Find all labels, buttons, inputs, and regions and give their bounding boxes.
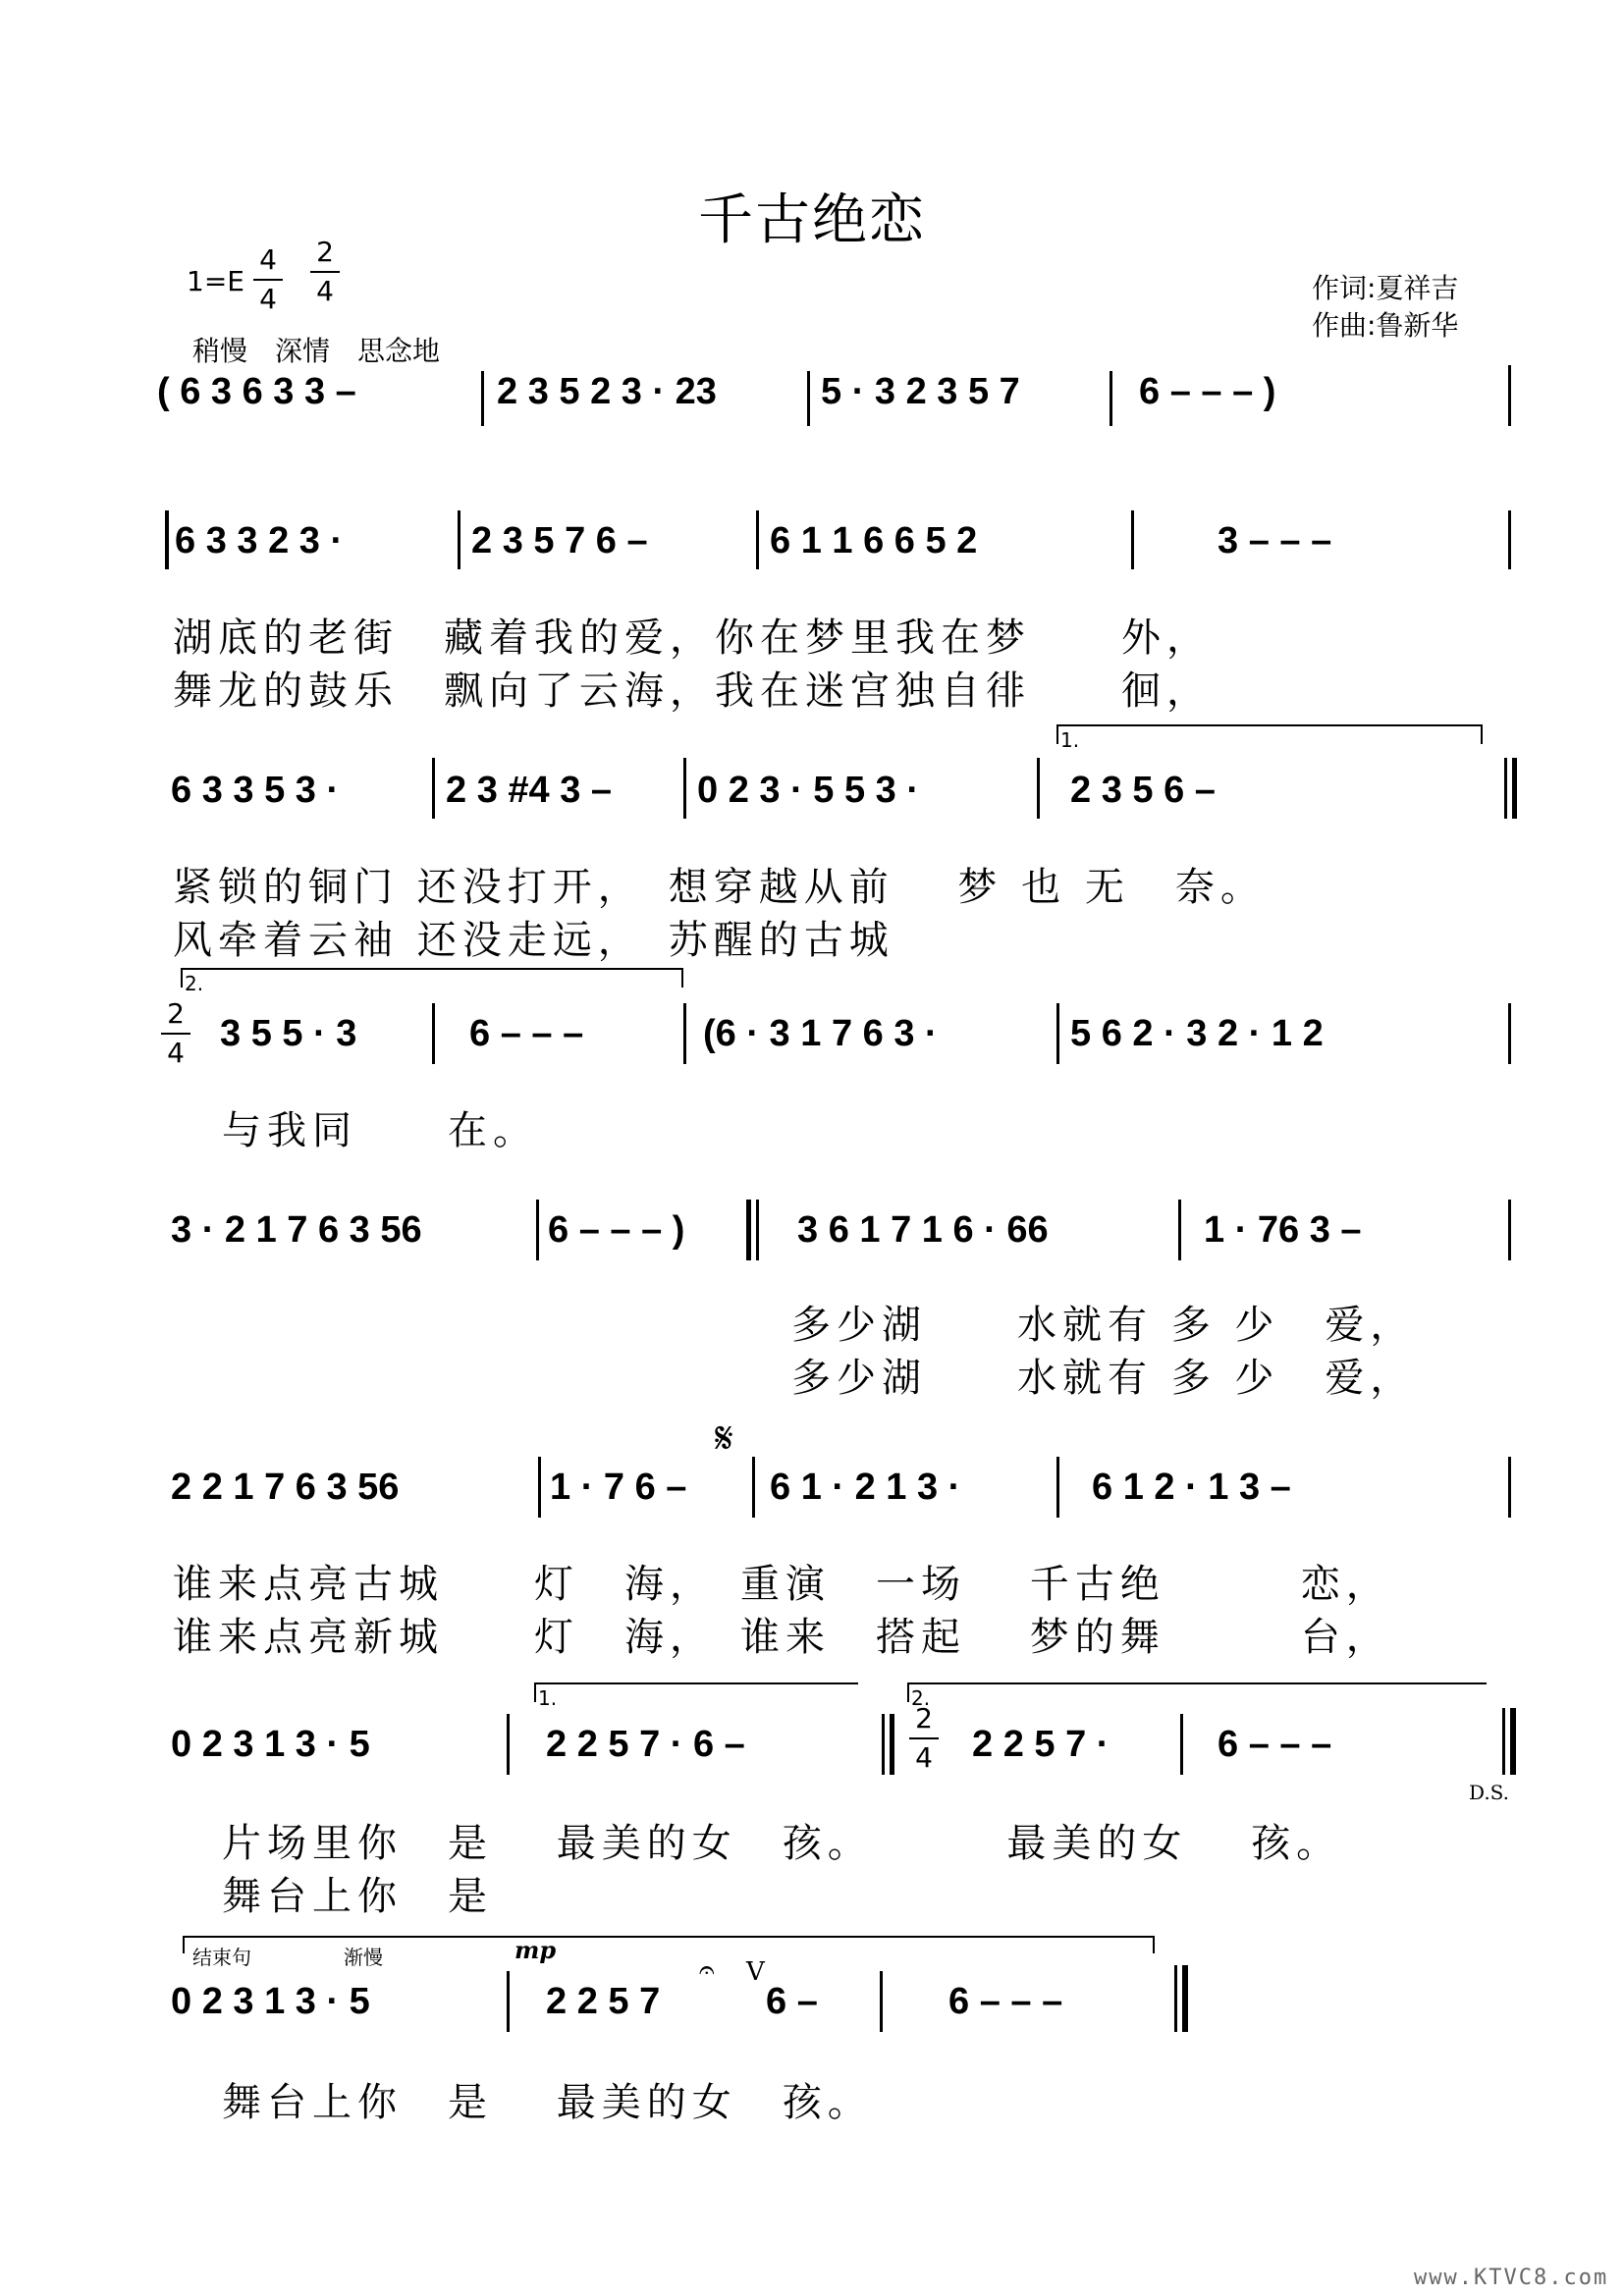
da-segno: D.S.: [1469, 1781, 1510, 1804]
measure: (6 · 3 1 7 6 3 ·: [703, 1013, 938, 1054]
key-signature: 1=E: [187, 265, 244, 297]
measure: 6 1 1 6 6 5 2: [770, 520, 978, 561]
measure: 3 · 2 1 7 6 3 56: [171, 1209, 422, 1251]
measure: ( 6 3 6 3 3 –: [157, 371, 356, 412]
time-signature-2-4: 2 4: [909, 1702, 939, 1775]
time-signature-2-4: 2 4: [161, 997, 190, 1070]
lyricist: 作词:夏祥吉: [1312, 272, 1459, 304]
ritardando-marking: 渐慢: [344, 1946, 383, 1969]
measure: 6 1 · 2 1 3 ·: [770, 1467, 961, 1508]
lyric-line-2: 谁来点亮新城 灯 海， 谁来 搭起 梦的舞 台，: [173, 1615, 1391, 1660]
composer: 作曲:鲁新华: [1312, 309, 1459, 342]
song-title: 千古绝恋: [698, 188, 926, 252]
measure: 2 2 5 7 · 6 –: [546, 1724, 745, 1765]
volta-1: 1.: [1060, 728, 1080, 752]
lyric-line-1: 紧锁的铜门 还没打开， 想穿越从前 梦 也 无 奈。: [173, 865, 1266, 910]
lyric-line-2: 风牵着云袖 还没走远， 苏醒的古城: [173, 918, 894, 963]
breath-mark: V: [746, 1957, 765, 1987]
volta-2: 2.: [911, 1686, 931, 1710]
measure: 3 – – –: [1218, 520, 1332, 561]
measure: 2 2 5 7: [546, 1981, 661, 2022]
measure: 5 · 3 2 3 5 7: [821, 371, 1020, 412]
volta-1: 1.: [538, 1686, 558, 1710]
lyric-line-2: 多少湖 水就有 多 少 爱，: [791, 1356, 1416, 1401]
time-signature-2-4: 2 4: [310, 236, 340, 308]
watermark: www.KTVC8.com: [1414, 2266, 1609, 2290]
measure: 6 3 3 2 3 ·: [175, 520, 344, 561]
segno-sign: 𝄋: [715, 1414, 733, 1464]
measure: 0 2 3 1 3 · 5: [171, 1981, 370, 2022]
measure: 6 – – –: [469, 1013, 584, 1054]
measure: 2 3 #4 3 –: [446, 770, 613, 811]
measure: 2 3 5 7 6 –: [471, 520, 648, 561]
lyric-line-1: 多少湖 水就有 多 少 爱，: [791, 1303, 1416, 1348]
measure: 6 1 2 · 1 3 –: [1092, 1467, 1291, 1508]
measure: 2 3 5 2 3 · 23: [497, 371, 717, 412]
ending-label: 结束句: [192, 1946, 251, 1969]
measure: 2 3 5 6 –: [1070, 770, 1216, 811]
measure: 1 · 76 3 –: [1204, 1209, 1362, 1251]
measure: 6 – – –: [948, 1981, 1063, 2022]
time-signature-4-4: 4 4: [253, 243, 283, 316]
lyric-line-1: 湖底的老街 藏着我的爱，你在梦里我在梦 外，: [173, 615, 1212, 661]
measure: 6 – – – ): [1139, 371, 1276, 412]
measure: 0 2 3 1 3 · 5: [171, 1724, 370, 1765]
fermata-icon: 𝄐: [699, 1953, 715, 1986]
lyric-line-1: 舞台上你 是 最美的女 孩。: [222, 2080, 873, 2125]
measure: 0 2 3 · 5 5 3 ·: [697, 770, 920, 811]
dynamic-marking: mp: [514, 1936, 557, 1964]
measure: 6 – – –: [1218, 1724, 1332, 1765]
measure: 6 –: [766, 1981, 818, 2022]
lyric-line-2: 舞龙的鼓乐 飘向了云海，我在迷宫独自徘 徊，: [173, 668, 1212, 714]
lyric-line-1: 谁来点亮古城 灯 海， 重演 一场 千古绝 恋，: [173, 1562, 1391, 1607]
tempo-marking: 稍慢 深情 思念地: [192, 335, 441, 367]
measure: 6 – – – ): [548, 1209, 685, 1251]
measure: 3 5 5 · 3: [220, 1013, 357, 1054]
measure: 1 · 7 6 –: [550, 1467, 687, 1508]
measure: 2 2 5 7 ·: [972, 1724, 1110, 1765]
measure: 5 6 2 · 3 2 · 1 2: [1070, 1013, 1324, 1054]
volta-2: 2.: [185, 972, 204, 995]
lyric-line-1: 片场里你 是 最美的女 孩。 最美的女 孩。: [222, 1821, 1342, 1866]
lyric-line-2: 舞台上你 是: [222, 1874, 493, 1919]
measure: 3 6 1 7 1 6 · 66: [797, 1209, 1049, 1251]
measure: 6 3 3 5 3 ·: [171, 770, 340, 811]
measure: 2 2 1 7 6 3 56: [171, 1467, 400, 1508]
lyric-line-1: 与我同 在。: [222, 1108, 538, 1153]
